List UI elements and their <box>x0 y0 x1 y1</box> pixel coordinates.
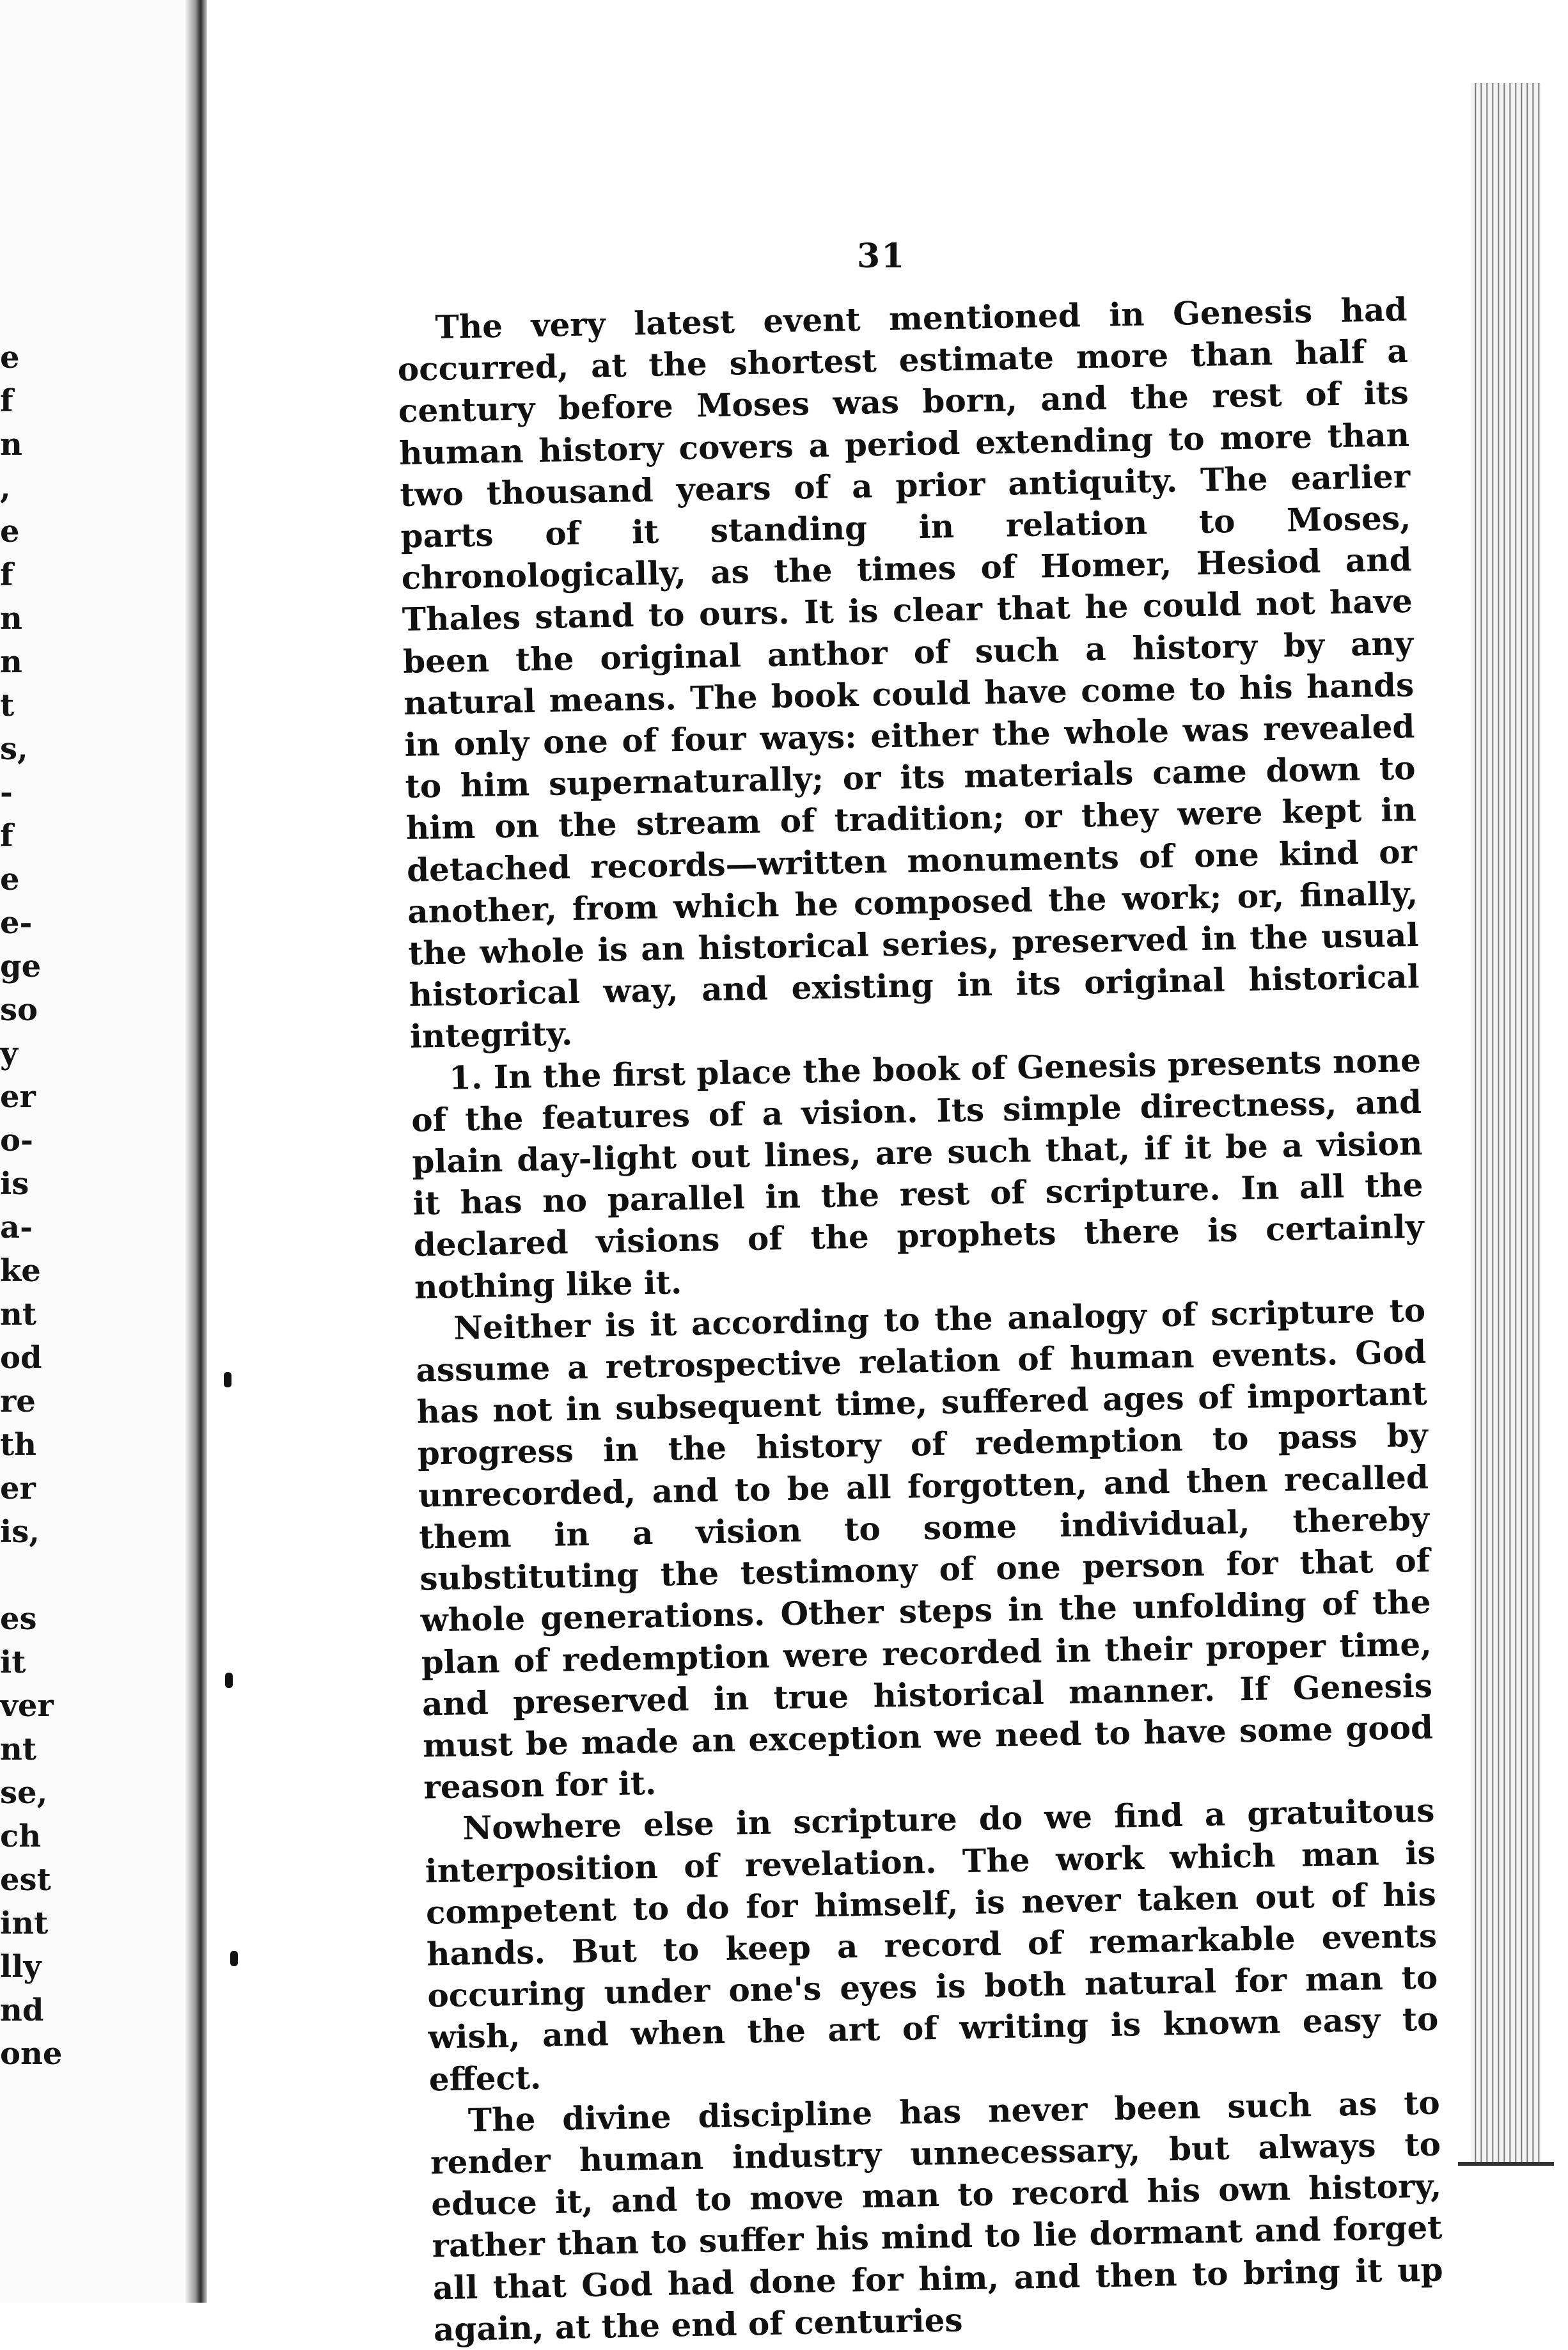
left-fragment: n <box>0 644 22 680</box>
left-fragment: ver <box>0 1688 54 1724</box>
body-text <box>396 288 1444 2350</box>
left-fragment: ge <box>0 949 42 984</box>
left-fragment: s, <box>0 731 28 767</box>
left-page <box>0 0 185 2303</box>
left-fragment: , <box>0 470 11 506</box>
page-stack-edge <box>1471 83 1541 2162</box>
book-spine <box>185 0 207 2303</box>
left-fragment: nt <box>0 1731 37 1767</box>
left-fragment: ke <box>0 1253 41 1289</box>
left-fragment: e <box>0 340 20 375</box>
left-fragment: is <box>0 1166 29 1202</box>
left-fragment: th <box>0 1427 37 1463</box>
paragraph: The divine discipline has never been such as to render human industry unnecessary, but always to educe it, and to move man to record his own history, rather than to suffer his mind to lie dormant and forget all that God had done for him, and then to bring it up again, at the end of centuries <box>430 2083 1444 2349</box>
left-fragment: er <box>0 1471 36 1506</box>
left-fragment: lly <box>0 1949 42 1985</box>
left-fragment: est <box>0 1862 51 1898</box>
left-fragment: is, <box>0 1514 40 1550</box>
left-fragment: e <box>0 862 20 897</box>
left-page-fragments <box>0 336 63 2076</box>
left-fragment: es <box>0 1601 37 1637</box>
left-fragment: nd <box>0 1992 44 2028</box>
left-fragment: n <box>0 427 22 462</box>
paragraph: Nowhere else in scripture do we find a gratuitous interposition of revelation. The work which man is competent to do for himself, is never taken out of his hands. But to keep a record of remarkable events occuring under one's eyes is both natural for man to wish, and when the art of writing is known easy to effect. <box>425 1791 1439 2099</box>
left-fragment: a- <box>0 1210 33 1245</box>
left-fragment: int <box>0 1905 49 1941</box>
left-fragment: one <box>0 2036 63 2072</box>
left-fragment <box>0 1554 38 1597</box>
left-fragment: y <box>0 1036 18 1071</box>
left-fragment: f <box>0 818 13 854</box>
left-fragment: - <box>0 775 13 810</box>
left-fragment: se, <box>0 1775 48 1811</box>
left-fragment: f <box>0 557 13 593</box>
page-number: 31 <box>857 237 906 276</box>
left-fragment: od <box>0 1340 42 1376</box>
left-fragment: e- <box>0 905 33 941</box>
left-fragment: nt <box>0 1297 37 1332</box>
left-fragment: n <box>0 601 22 636</box>
margin-mark <box>224 1372 231 1387</box>
left-fragment: so <box>0 992 38 1028</box>
left-fragment: it <box>0 1644 26 1680</box>
paragraph: 1. In the first place the book of Genesis presents none of the features of a vision. Its simple directness, and plain day-light out lines, are such that, if it be a vision it has no parallel in the rest of scripture. In all the declared visions of the prophets there is certainly nothing like it. <box>411 1041 1425 1306</box>
margin-mark <box>225 1673 233 1688</box>
paragraph: The very latest event mentioned in Genesis had occurred, at the shortest estimate more than half a century before Moses was born, and the rest of its human history covers a period extending to more than two thousand years of a prior antiquity. The earlier parts of it standing in relation to Moses, chronologically, as the times of Homer, Hesiod and Thales stand to ours. It is clear that he could not have been the original anthor of such a history by any natural means. The book could have come to his hands in only one of four ways: either the whole was revealed to him supernaturally; or its materials came down to him on the stream of tradition; or they were kept in detached records—written monuments of one kind or another, from which he composed the work; or, finally, the whole is an historical series, preserved in the usual historical way, and existing in its original historical integrity. <box>397 290 1420 1056</box>
left-fragment: er <box>0 1079 36 1115</box>
left-fragment: t <box>0 688 15 723</box>
left-fragment: ch <box>0 1818 42 1854</box>
left-fragment: re <box>0 1384 36 1419</box>
left-fragment: e <box>0 514 20 549</box>
left-fragment: o- <box>0 1123 33 1158</box>
left-fragment: f <box>0 383 13 419</box>
page-stack-bottom <box>1458 2162 1554 2166</box>
paragraph: Neither is it according to the analogy of scripture to assume a retrospective relation of human events. God has not in subsequent time, suffered ages of important progress in the history of redemption to pass by unrecorded, and to be all forgotten, and then recalled them in a vision to some individual, thereby substituting the testimony of one person for that of whole generations. Other steps in the unfolding of the plan of redemption were recorded in their proper time, and preserved in true historical manner. If Genesis must be made an exception we need to have some good reason for it. <box>415 1291 1434 1806</box>
margin-mark <box>230 1951 238 1966</box>
